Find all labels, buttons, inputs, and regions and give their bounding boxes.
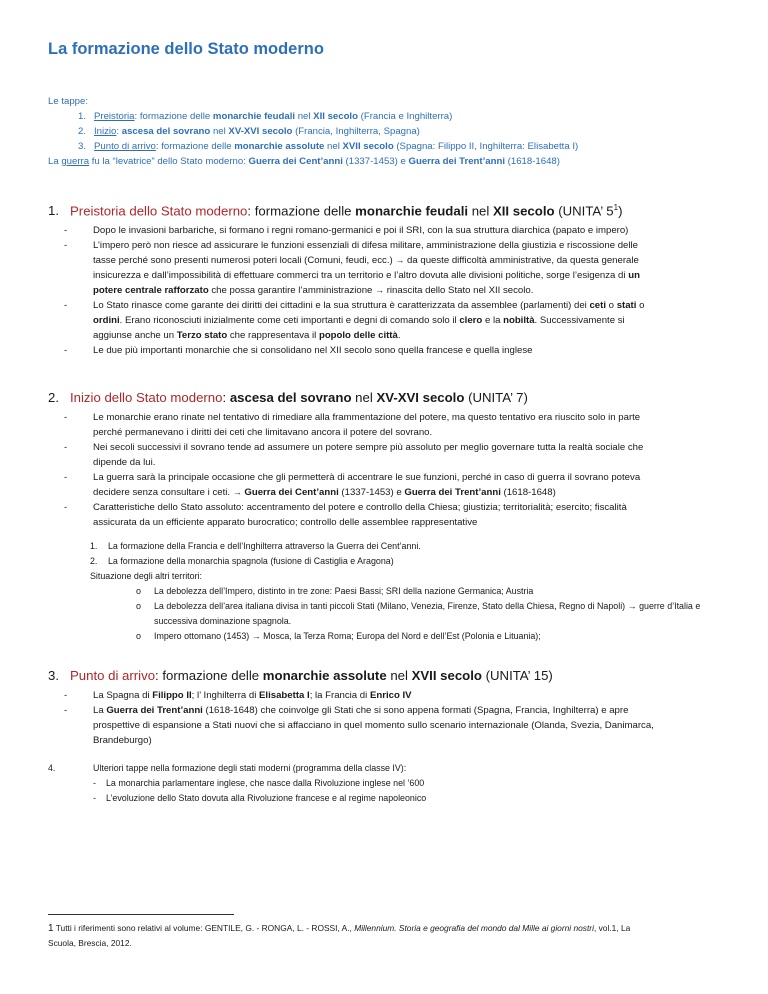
section-2-heading: 2. Inizio dello Stato moderno: ascesa del sovrano nel XV-XVI secolo (UNITA’ 7)	[48, 390, 528, 405]
list-item: - Caratteristiche dello Stato assoluto: accentramento del potere e controllo della Chiesa; giustizia; territorialità; esercito; fiscalità assicurata da un efficiente apparato burocratico; controllo delle assemblee rappresentative	[64, 502, 627, 528]
list-item: - L’evoluzione dello Stato dovuta alla Rivoluzione francese e al regime napoleonico	[93, 793, 427, 803]
list-item: o La debolezza dell’area italiana divisa in tanti piccoli Stati (Milano, Venezia, Firenze, Stato della Chiesa, Regno di Napoli) → guerre d’Italia e successiva dominazione spagnola.	[136, 601, 701, 626]
tappe-item-3: 3. Punto di arrivo: formazione delle monarchie assolute nel XVII secolo (Spagna: Filippo II, Inghilterra: Elisabetta I)	[77, 141, 579, 152]
list-item: - La monarchia parlamentare inglese, che nasce dalla Rivoluzione inglese nel ’600	[93, 778, 425, 788]
altri-territori: Situazione degli altri territori:	[90, 571, 202, 581]
tappe-intro: Le tappe:	[48, 96, 89, 107]
list-item: - L’impero però non riesce ad assicurare le funzioni essenziali di difesa militare, amministrazione della giustizia e riscossione delle tasse perché sono presenti numerosi poteri locali (Comuni, feudi, ecc.) → da queste difficoltà amministrative, da questa generale insicurezza e dall’impossibilità di effettuare commerci tra un territorio e l’altro dovuta alle divisioni politiche, sorge l’esigenza di un potere centrale rafforzato che possa garantire l’amministrazione → rinascita dello Stato nel XII secolo.	[64, 240, 640, 297]
list-item: - Le due più importanti monarchie che si consolidano nel XII secolo sono quella francese e quella inglese	[64, 345, 533, 357]
circle-bullet-icon: o	[136, 631, 142, 641]
arrow-icon: →	[251, 631, 261, 641]
section-4-heading: 4. Ulteriori tappe nella formazione degli stati moderni (programma della classe IV):	[48, 763, 407, 773]
altri-territori-list	[48, 584, 730, 644]
tappe-link-punto-di-arrivo[interactable]: Punto di arrivo	[94, 141, 156, 152]
tappe-link-guerra[interactable]: guerra	[61, 156, 90, 167]
list-item: - La guerra sarà la principale occasione che gli permetterà di accentrare le sue funzioni, perché in caso di guerra il sovrano poteva decidere senza consultare i ceti. → Guerra dei Cent’anni (1337-1453) e Guerra dei Trent’anni (1618-1648)	[64, 472, 641, 498]
footnote-separator	[48, 914, 234, 915]
list-item: - La Spagna di Filippo II; l’ Inghilterra di Elisabetta I; la Francia di Enrico IV	[64, 690, 412, 701]
arrow-icon: →	[232, 487, 242, 497]
tappe-link-preistoria[interactable]: Preistoria	[94, 111, 135, 122]
footnote: 1 Tutti i riferimenti sono relativi al volume: GENTILE, G. - RONGA, L. - ROSSI, A., Millennium. Storia e geografia del mondo dal Mille ai giorni nostri, vol.1, La Scuola, Brescia, 2012.	[48, 923, 631, 948]
section-3-heading: 3. Punto di arrivo: formazione delle monarchie assolute nel XVII secolo (UNITA’ 15)	[48, 668, 553, 683]
list-item: - Nei secoli successivi il sovrano tende ad assumere un potere sempre più assoluto per meglio governare tutta la realtà sociale che dipende da lui.	[64, 442, 644, 468]
list-item: - Le monarchie erano rinate nel tentativo di rimediare alla frammentazione del potere, ma questo tentativo era riuscito solo in parte perché permanevano i diritti dei ceti che limitavano ancora il potere del sovrano.	[64, 412, 641, 438]
section-2-subitems	[48, 539, 730, 584]
list-item: - Dopo le invasioni barbariche, si formano i regni romano-germanici e poi il SRI, con la sua struttura diarchica (papato e impero)	[64, 225, 629, 237]
list-item: o La debolezza dell’Impero, distinto in tre zone: Paesi Bassi; SRI della nazione Germanica; Austria	[154, 584, 730, 599]
list-item: o Impero ottomano (1453) → Mosca, la Terza Roma; Europa del Nord e dell’Est (Polonia e Lituania);	[154, 629, 730, 644]
section-2	[48, 390, 730, 644]
circle-bullet-icon: o	[136, 601, 142, 611]
arrow-icon: →	[375, 285, 385, 296]
tappe-section	[48, 94, 730, 169]
list-item: - Lo Stato rinasce come garante dei diritti dei cittadini e la sua struttura è caratterizzata da assemblee (parlamenti) dei ceti o stati o ordini. Erano riconosciuti inizialmente come ceti importanti e degni di comando solo il clero e la nobiltà. Successivamente si aggiunse anche un Terzo stato che rappresentava il popolo delle città.	[64, 300, 645, 342]
section-3	[48, 668, 730, 748]
section-1-heading: 1. Preistoria dello Stato moderno: formazione delle monarchie feudali nel XII secolo (UNITA’ $5^1$)	[48, 203, 623, 219]
tappe-item-1: 1. Preistoria: formazione delle monarchie feudali nel XII secolo (Francia e Inghilterra)	[77, 111, 453, 122]
tappe-item-2: 2. Inizio: ascesa del sovrano nel XV-XVI secolo (Francia, Inghilterra, Spagna)	[77, 126, 420, 137]
arrow-icon: →	[627, 601, 637, 611]
section-1	[48, 203, 730, 358]
section-4	[48, 761, 730, 806]
tappe-guerra: La guerra fu la “levatrice” dello Stato moderno: Guerra dei Cent’anni (1337-1453) e Guerra dei Trent’anni (1618-1648)	[48, 156, 560, 167]
list-item: 2. La formazione della monarchia spagnola (fusione di Castiglia e Aragona)	[90, 556, 394, 566]
list-item: 1. La formazione della Francia e dell’Inghilterra attraverso la Guerra dei Cent’anni.	[90, 541, 421, 551]
arrow-icon: →	[395, 255, 405, 266]
tappe-link-inizio[interactable]: Inizio	[94, 126, 117, 137]
list-item: - La Guerra dei Trent’anni (1618-1648) che coinvolge gli Stati che si sono appena formati (Spagna, Francia, Inghilterra) e apre prospettive di espansione a Stati nuovi che si affacciano in quel momento sullo scenario internazionale (Olanda, Svezia, Danimarca, Brandeburgo)	[64, 705, 654, 746]
circle-bullet-icon: o	[136, 586, 142, 596]
page-title: La formazione dello Stato moderno	[48, 40, 324, 58]
